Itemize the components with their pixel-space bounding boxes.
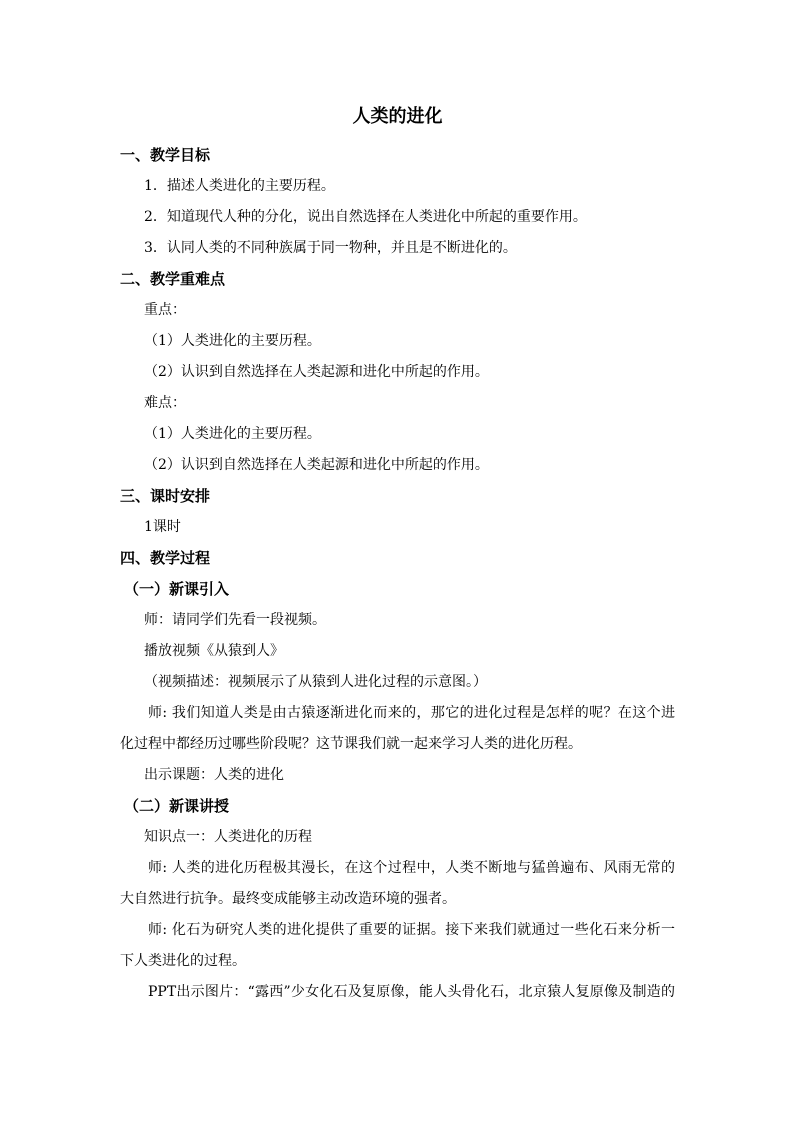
- knowledge-point-1: 知识点一：人类进化的历程: [144, 829, 312, 845]
- key-item-1: （1）人类进化的主要历程。: [144, 333, 321, 349]
- section-heading-key-points: 二、教学重难点: [120, 270, 226, 288]
- goal-item-1: 1．描述人类进化的主要历程。: [144, 178, 335, 194]
- lecture-paragraph-2: 师: 化石为研究人类的进化提供了重要的证据。接下来我们就通过一些化石来分析一下人类进化的过程。: [120, 922, 675, 969]
- intro-line-3: （视频描述：视频展示了从猿到人进化过程的示意图。）: [144, 674, 487, 690]
- page-title: 人类的进化: [352, 106, 443, 127]
- intro-paragraph: 师: 我们知道人类是由古猿逐渐进化而来的，那它的进化过程是怎样的呢？在这个进化过程中都经历过哪些阶段呢？这节课我们就一起来学习人类的进化历程。: [120, 705, 675, 752]
- subsection-heading-intro: （一）新课引入: [124, 580, 230, 598]
- intro-topic: 出示课题：人类的进化: [144, 767, 284, 783]
- section-heading-goals: 一、教学目标: [120, 146, 211, 164]
- document-body: [120, 140, 675, 1008]
- difficulty-item-2: （2）认识到自然选择在人类起源和进化中所起的作用。: [144, 457, 489, 473]
- section-heading-process: 四、教学过程: [120, 549, 211, 567]
- key-item-2: （2）认识到自然选择在人类起源和进化中所起的作用。: [144, 364, 489, 380]
- subsection-heading-lecture: （二）新课讲授: [124, 797, 230, 815]
- lecture-paragraph-3: PPT出示图片：“露西”少女化石及复原像，能人头骨化石，北京猿人复原像及制造的: [148, 984, 675, 1000]
- goal-item-2: 2．知道现代人种的分化，说出自然选择在人类进化中所起的重要作用。: [144, 209, 587, 225]
- lecture-paragraph-1: 师: 人类的进化历程极其漫长，在这个过程中，人类不断地与猛兽遍布、风雨无常的大自然进行抗争。最终变成能够主动改造环境的强者。: [120, 860, 675, 907]
- schedule-text: 1课时: [144, 519, 181, 535]
- intro-line-2: 播放视频《从猿到人》: [144, 643, 284, 659]
- difficulty-label: 难点：: [144, 395, 186, 411]
- difficulty-item-1: （1）人类进化的主要历程。: [144, 426, 321, 442]
- intro-line-1: 师：请同学们先看一段视频。: [144, 612, 326, 628]
- key-label: 重点：: [144, 302, 186, 318]
- goal-item-3: 3．认同人类的不同种族属于同一物种，并且是不断进化的。: [144, 240, 517, 256]
- section-heading-schedule: 三、课时安排: [120, 487, 211, 505]
